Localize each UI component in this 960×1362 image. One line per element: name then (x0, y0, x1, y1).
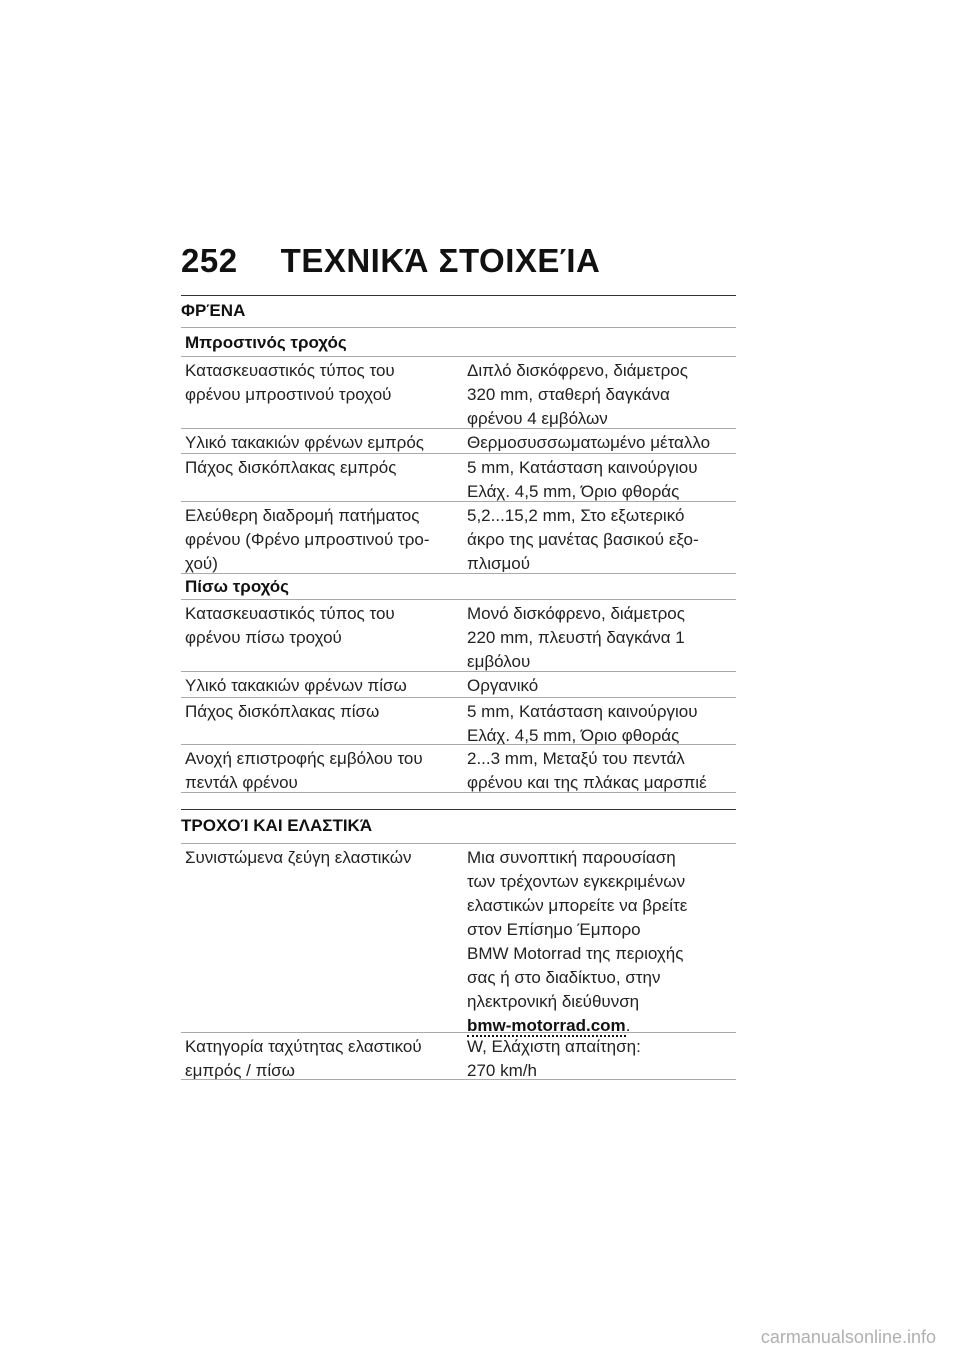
spec-label: Ελεύθερη διαδρομή πατήματος φρένου (Φρένο μπροστινού τρο- χού) (185, 506, 430, 573)
page-number: 252 (181, 242, 238, 279)
section-title-brakes: ΦΡΈΝΑ (181, 301, 246, 320)
divider (181, 599, 736, 600)
divider (181, 1079, 736, 1080)
divider (181, 501, 736, 502)
spec-value: Οργανικό (467, 676, 539, 695)
bmw-motorrad-link[interactable]: bmw-motorrad.com (467, 1016, 626, 1035)
watermark: carmanualsonline.info (760, 1327, 936, 1347)
spec-label: Πάχος δισκόπλακας πίσω (185, 702, 380, 721)
divider (181, 428, 736, 429)
spec-value: W, Ελάχιστη απαίτηση: 270 km/h (467, 1037, 641, 1080)
spec-value: 5,2...15,2 mm, Στο εξωτερικό άκρο της μανέτας βασικού εξο- πλισμού (467, 506, 699, 573)
divider (181, 843, 736, 844)
divider (181, 453, 736, 454)
divider (181, 792, 736, 793)
spec-label: Κατηγορία ταχύτητας ελαστικού εμπρός / πίσω (185, 1037, 422, 1080)
spec-label: Ανοχή επιστροφής εμβόλου του πεντάλ φρένου (185, 749, 423, 792)
divider (181, 573, 736, 574)
spec-label: Υλικό τακακιών φρένων πίσω (185, 676, 407, 695)
spec-value: Μονό δισκόφρενο, διάμετρος 220 mm, πλευστή δαγκάνα 1 εμβόλου (467, 604, 685, 671)
divider (181, 671, 736, 672)
divider (181, 697, 736, 698)
spec-label: Υλικό τακακιών φρένων εμπρός (185, 433, 424, 452)
subsection-title-rear: Πίσω τροχός (185, 577, 289, 596)
section-title-wheels: ΤΡΟΧΟΊ ΚΑΙ ΕΛΑΣΤΙΚΆ (181, 816, 373, 835)
spec-value: 2...3 mm, Μεταξύ του πεντάλ φρένου και της πλάκας μαρσπιέ (467, 749, 707, 792)
spec-value: 5 mm, Κατάσταση καινούργιου Ελάχ. 4,5 mm, Όριο φθοράς (467, 702, 698, 745)
divider (181, 356, 736, 357)
section-rule (181, 809, 736, 810)
spec-label: Κατασκευαστικός τύπος του φρένου πίσω τροχού (185, 604, 395, 647)
page-title: ΤΕΧΝΙΚΆ ΣΤΟΙΧΕΊΑ (280, 242, 601, 279)
divider (181, 1032, 736, 1033)
spec-value: Μια συνοπτική παρουσίαση των τρέχοντων εγκεκριμένων ελαστικών μπορείτε να βρείτε στον Επίσημο Έμπορο BMW Motorrad της περιοχής σας ή στο διαδίκτυο, στην ηλεκτρονική διεύθυνση bmw-motorrad.com. (467, 848, 688, 1035)
spec-label: Συνιστώμενα ζεύγη ελαστικών (185, 848, 412, 867)
page-header (181, 242, 600, 280)
divider (181, 744, 736, 745)
section-rule (181, 295, 736, 296)
divider (181, 327, 736, 328)
spec-label: Κατασκευαστικός τύπος του φρένου μπροστινού τροχού (185, 361, 395, 404)
spec-value: Θερμοσυσσωματωμένο μέταλλο (467, 433, 711, 452)
spec-value: 5 mm, Κατάσταση καινούργιου Ελάχ. 4,5 mm, Όριο φθοράς (467, 458, 698, 501)
subsection-title-front: Μπροστινός τροχός (185, 333, 347, 352)
spec-label: Πάχος δισκόπλακας εμπρός (185, 458, 397, 477)
spec-value: Διπλό δισκόφρενο, διάμετρος 320 mm, σταθερή δαγκάνα φρένου 4 εμβόλων (467, 361, 688, 428)
